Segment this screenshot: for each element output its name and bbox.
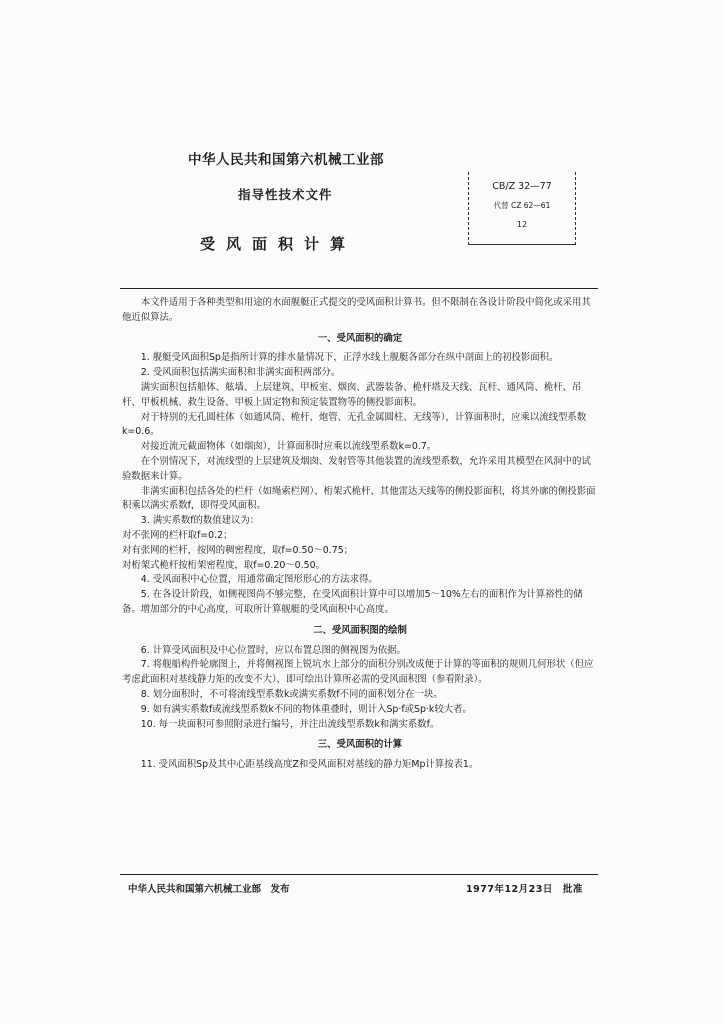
paragraph: 对接近流元截面物体（如烟囱），计算面积时应乘以流线型系数k=0.7。	[140, 441, 437, 453]
paragraph: 在个别情况下，对流线型的上层建筑及烟囱、发射管等其他装置的流线型系数，允许采用其模型在风洞中的试验数据来计算。	[122, 455, 591, 482]
paragraph: 3. 满实系数f的数值建议为：	[140, 515, 260, 527]
paragraph: 对不张网的栏杆取f=0.2；	[122, 529, 233, 541]
section-heading: 二、受风面积图的绘制	[313, 624, 407, 636]
paragraph: 8. 划分面积时，不可将流线型系数k或满实系数f不同的面积划分在一块。	[140, 688, 443, 700]
paragraph: 10. 每一块面积可参照附录进行编号，并注出流线型系数k和满实系数f。	[140, 718, 440, 730]
top-divider	[120, 288, 598, 289]
section-heading: 三、受风面积的计算	[317, 739, 403, 751]
section-heading: 一、受风面积的确定	[317, 332, 403, 344]
replaces-standard: 代替 CZ 62—61	[493, 201, 551, 210]
page-count: 12	[516, 220, 528, 229]
footer-publisher: 中华人民共和国第六机械工业部 发布	[128, 884, 290, 895]
document-title: 受风面积计算	[200, 235, 357, 253]
paragraph: 2. 受风面积包括满实面积和非满实面积两部分。	[140, 367, 341, 379]
paragraph: 11. 受风面积Sp及其中心距基线高度Z和受风面积对基线的静力矩Mp计算按表1。	[140, 759, 479, 771]
paragraph: 非满实面积包括各处的栏杆（如绳索栏网）、桁架式桅杆、其他雷达天线等的侧投影面积，将其外廓的侧投影面积乘以满实系数f，即得受风面积。	[122, 485, 596, 512]
paragraph: 7. 将舰船构件轮廓图上，并将侧视图上锐坑水上部分的面积分别改成便于计算的等面积的规则几何形状（但应考虑此面积对基线静力矩的改变不大），即可绘出计算所必需的受风面积图（参看附录）。	[122, 659, 594, 686]
document-body	[122, 296, 598, 773]
paragraph: 对于特别的无孔圆柱体（如通风筒、桅杆、炮管、无孔金属圆柱、无线等），计算面积时，应乘以流线型系数 k=0.6。	[122, 411, 587, 438]
paragraph: 对有张网的栏杆，按网的稠密程度，取f=0.50～0.75；	[122, 544, 354, 556]
paragraph: 4. 受风面积中心位置，用通常确定图形形心的方法求得。	[140, 574, 378, 586]
standard-number-box	[468, 172, 576, 245]
paragraph: 5. 在各设计阶段，如侧视图尚不够完整，在受风面积计算中可以增加5～10%左右的面积作为计算裕性的储备。增加部分的中心高度，可取所计算舰艇的受风面积中心高度。	[122, 589, 583, 615]
paragraph: 对桁架式桅杆按桁架密程度，取f=0.20～0.50。	[122, 559, 325, 571]
paragraph: 9. 如有满实系数f或流线型系数k不同的物体重叠时，则计入Sp·f或Sp·k较大者。	[140, 703, 472, 715]
standard-code: CB/Z 32—77	[492, 181, 552, 192]
footer-approval-date: 1977年12月23日 批准	[466, 884, 583, 895]
paragraph: 1. 舰艇受风面积Sp是指所计算的排水量情况下，正浮水线上舰艇各部分在纵中剖面上的初投影面积。	[140, 352, 559, 364]
intro-paragraph: 本文件适用于各种类型和用途的水面舰艇正式提交的受风面积计算书。但不限制在各设计阶段中简化或采用其他近似算法。	[122, 297, 591, 323]
bottom-divider	[120, 874, 598, 875]
issuing-organization: 中华人民共和国第六机械工业部	[188, 152, 384, 168]
document-type: 指导性技术文件	[238, 187, 333, 202]
paragraph: 满实面积包括船体、舷墙、上层建筑、甲板室、烟囱、武器装备、桅杆塔及天线、瓦杆、通风筒、桅杆、吊杆、甲板机械、救生设备、甲板上固定物和预定装置物等的侧投影面积。	[122, 381, 582, 408]
paragraph: 6. 计算受风面积及中心位置时，应以布置总图的侧视图为依据。	[140, 644, 406, 656]
